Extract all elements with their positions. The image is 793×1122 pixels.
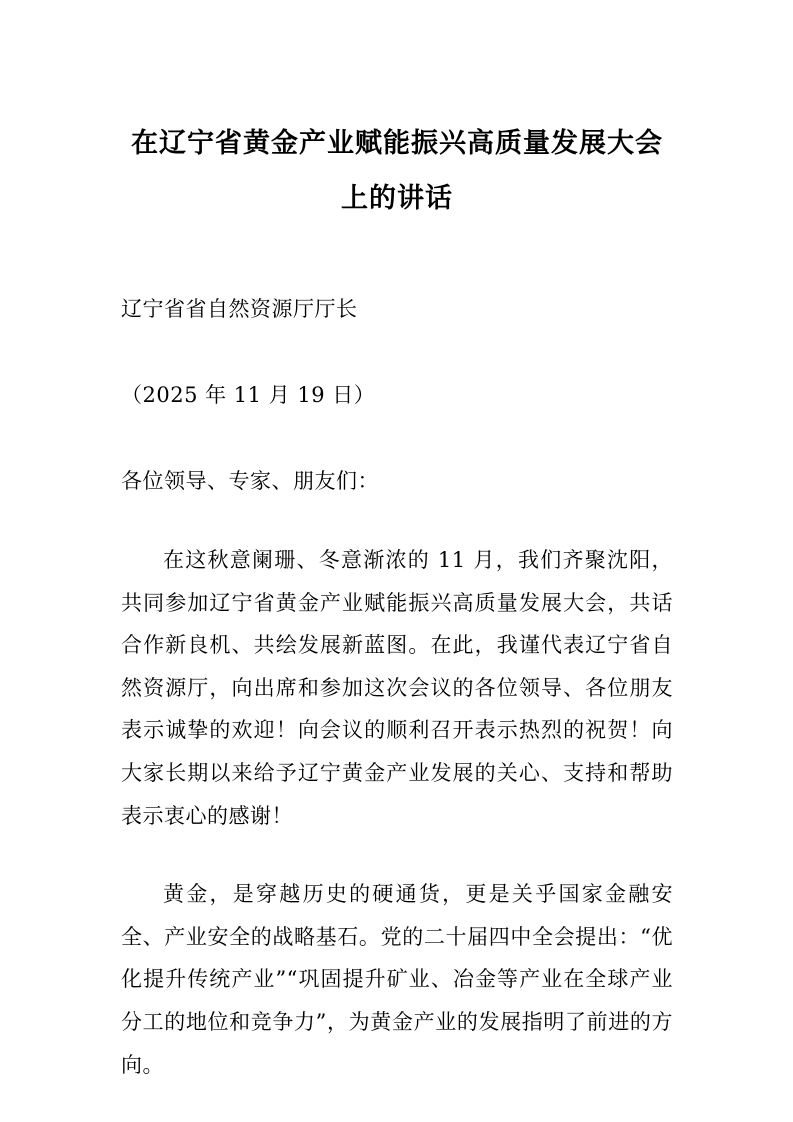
salutation-line: 各位领导、专家、朋友们：	[121, 469, 379, 493]
speaker-line: 辽宁省省自然资源厅厅长	[121, 297, 358, 321]
document-title: 在辽宁省黄金产业赋能振兴高质量发展大会上的讲话	[131, 128, 663, 214]
paragraphs	[121, 539, 673, 1086]
date-line: （2025 年 11 月 19 日）	[121, 383, 376, 407]
paragraph: 在这秋意阑珊、冬意渐浓的 11 月，我们齐聚沈阳，共同参加辽宁省黄金产业赋能振兴高质量发展大会，共话合作新良机、共绘发展新蓝图。在此，我谨代表辽宁省自然资源厅，向出席和参加这次会议的各位领导、各位朋友表示诚挚的欢迎！向会议的顺利召开表示热烈的祝贺！向大家长期以来给予辽宁黄金产业发展的关心、支持和帮助表示衷心的感谢！	[121, 548, 673, 828]
paragraph: 黄金，是穿越历史的硬通货，更是关乎国家金融安全、产业安全的战略基石。党的二十届四中全会提出：“优化提升传统产业”“巩固提升矿业、冶金等产业在全球产业分工的地位和竞争力”，为黄金产业的发展指明了前进的方向。	[121, 882, 673, 1077]
